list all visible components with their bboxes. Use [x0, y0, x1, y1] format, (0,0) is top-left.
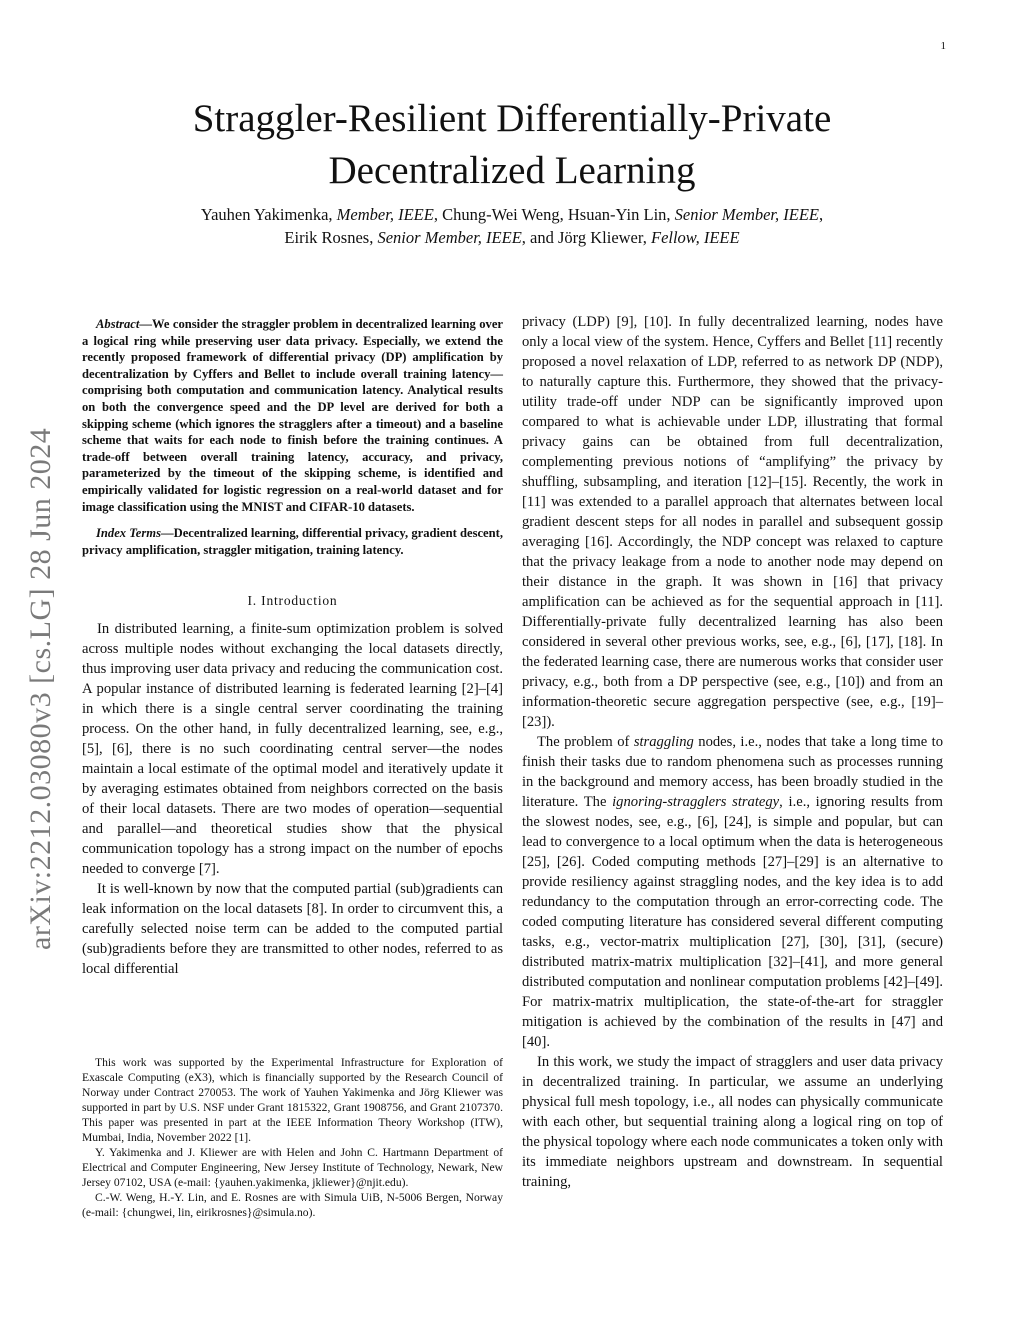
footnote: Y. Yakimenka and J. Kliewer are with Helen and John C. Hartmann Department of Electrical and Computer Engineering, New Jersey Institute of Technology, Newark, New Jersey 07102, USA (e-mail: {yauhen.yakimenka, jkliewer}@njit.edu). [82, 1146, 503, 1189]
left-column [82, 312, 503, 979]
author-affil: Senior Member, IEEE [377, 228, 522, 247]
author-affil: Member, IEEE [336, 205, 434, 224]
title-line-2: Decentralized Learning [328, 149, 696, 192]
footnote: This work was supported by the Experimental Infrastructure for Exploration of Exascale Computing (eX3), which is financially supported by the Research Council of Norway under Contract 270053. The work of Yauhen Yakimenka and Jörg Kliewer was supported in part by U.S. NSF under Grant 1815322, Grant 1908756, and Grant 2107370. This paper was presented in part at the IEEE Information Theory Workshop (ITW), Mumbai, India, November 2022 [1]. [82, 1056, 503, 1144]
index-terms [82, 525, 503, 558]
footnote: C.-W. Weng, H.-Y. Lin, and E. Rosnes are with Simula UiB, N-5006 Bergen, Norway (e-mail: {chungwei, lin, eirikrosnes}@simula.no). [82, 1191, 503, 1219]
index-terms-lead: Index Terms [96, 526, 161, 541]
intro-paragraph: In distributed learning, a finite-sum optimization problem is solved across multiple nodes without exchanging the local datasets directly, thus improving user data privacy and reducing the communication cost. A popular instance of distributed learning is federated learning [2]–[4] in which there is a single central server coordinating the training process. On the other hand, in fully decentralized learning, see, e.g., [5], [6], there is no such coordinating central server—the nodes maintain a local estimate of the optimal model and iteratively update it by averaging estimates obtained from neighbors corrected on the basis of their local datasets. There are two modes of operation—sequential and parallel—and theoretical studies show that the physical communication topology has a strong impact on the number of epochs needed to converge [7]. [82, 621, 503, 878]
author-list [0, 203, 1024, 249]
body-paragraph: privacy (LDP) [9], [10]. In fully decentralized learning, nodes have only a local view of the system. Hence, Cyffers and Bellet [11] recently proposed a novel relaxation of LDP, referred to as network DP (NDP), to naturally capture this. Furthermore, they showed that the privacy-utility trade-off under NDP can be significantly improved upon compared to what is achievable under LDP, illustrating that formal privacy gains can be obtained from full decentralization, complementing previous notions of “amplifying” the privacy by shuffling, subsampling, and iteration [12]–[15]. Recently, the work in [11] was extended to a parallel approach that alternates between local gradient descent steps for all nodes in parallel and subsequent gossip averaging [16]. Accordingly, the NDP concept was relaxed to capture that the privacy leakage from a node to another node may depend on their distance in the graph. It was shown in [16] that privacy amplification can be achieved as for the sequential approach in [11]. Differentially-private fully decentralized learning has also been considered in several other previous works, see, e.g., [6], [17], [18]. In the federated learning case, there are numerous works that consider user privacy, e.g., both from a DP perspective (see, e.g., [10]) and from an information-theoretic secure aggregation perspective (see, e.g., [19]–[23]). [522, 314, 944, 730]
footnotes [82, 1055, 503, 1220]
author-text: Eirik Rosnes, [284, 228, 378, 247]
author-text: Yauhen Yakimenka, [200, 205, 337, 224]
text-span: The problem of [537, 734, 634, 750]
index-terms-body: —Decentralized learning, differential privacy, gradient descent, privacy amplification, straggler mitigation, training latency. [82, 526, 503, 557]
abstract [82, 316, 503, 515]
author-text: , Chung-Wei Weng, Hsuan-Yin Lin, [433, 205, 675, 224]
author-affil: Senior Member, IEEE [674, 205, 820, 224]
body-paragraph [522, 732, 943, 1052]
body-paragraph: In this work, we study the impact of stragglers and user data privacy in decentralized training. In particular, we assume an underlying physical full mesh topology, i.e., all nodes can physically communicate with each other, but sequential training along a logical ring on top of the physical topology where each node communicates a token only with its immediate neighbors upstream and downstream. In sequential training, [522, 1054, 943, 1190]
text-span: nodes, i.e., nodes that take a long time to finish their tasks due to random phenomena such as processes running in the background and memory access, has been broadly studied in the literature. The [522, 734, 943, 810]
author-text: , and Jörg Kliewer, [521, 228, 651, 247]
abstract-lead: Abstract [96, 317, 140, 331]
author-text: , [819, 205, 824, 224]
section-heading: I. Introduction [247, 593, 338, 609]
emphasis: ignoring-stragglers strategy [612, 794, 780, 810]
paper-title [0, 93, 1024, 197]
title-line-1: Straggler-Resilient Differentially-Private [192, 97, 832, 140]
right-column [522, 312, 943, 1192]
intro-paragraph: It is well-known by now that the computed partial (sub)gradients can leak information on the local datasets [8]. In order to circumvent this, a carefully selected noise term can be added to the computed partial (sub)gradients before they are transmitted to other nodes, referred to as local differential [82, 881, 503, 978]
arxiv-identifier: arXiv:2212.03080v3 [cs.LG] 28 Jun 2024 [24, 427, 57, 950]
author-affil: Fellow, IEEE [650, 228, 740, 247]
emphasis: straggling [633, 734, 694, 750]
page-number: 1 [940, 40, 946, 52]
text-span: , i.e., ignoring results from the slowest nodes, see, e.g., [6], [24], is simple and popular, but can lead to convergence to a local optimum when the data is heterogeneous [25], [26]. Coded computing methods [27]–[29] is an alternative to provide resiliency against straggling nodes, and the key idea is to add redundancy to the computation through an error-correcting code. The coded computing literature has considered several different computing tasks, e.g., vector-matrix multiplication [27], [30], [31], (secure) distributed matrix-matrix multiplication [32]–[41], and more general distributed computation and nonlinear computation problems [42]–[49]. For matrix-matrix multiplication, the state-of-the-art for straggler mitigation is achieved by the combination of the results in [47] and [40]. [522, 794, 943, 1050]
abstract-body: —We consider the straggler problem in decentralized learning over a logical ring while preserving user data privacy. Especially, we extend the recently proposed framework of differential privacy (DP) amplification by decentralization by Cyffers and Bellet to include overall training latency—comprising both computation and communication latency. Analytical results on both the convergence speed and the DP level are derived for both a skipping scheme (which ignores the stragglers after a timeout) and a baseline scheme that waits for each node to finish before the training continues. A trade-off between overall training latency, accuracy, and privacy, parameterized by the timeout of the skipping scheme, is identified and empirically validated for logistic regression on a real-world dataset and for image classification using the MNIST and CIFAR-10 datasets. [82, 317, 503, 514]
